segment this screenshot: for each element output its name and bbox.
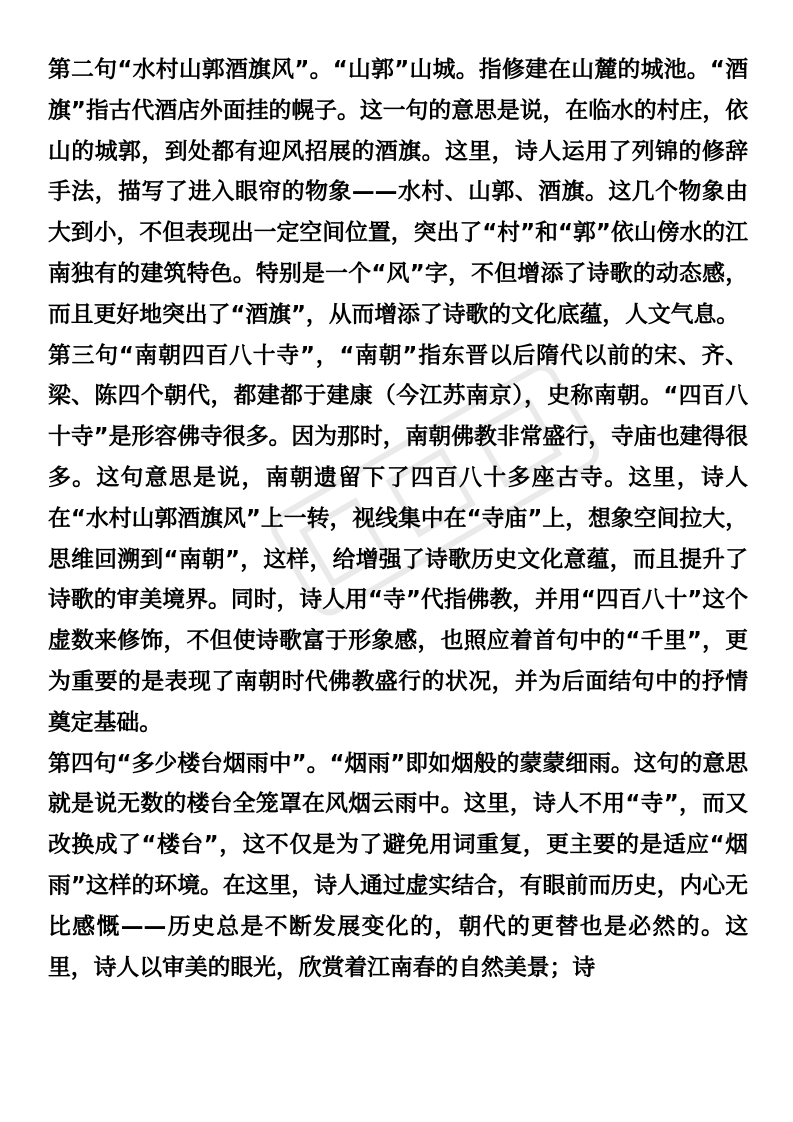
- paragraph-line-4: 第四句“多少楼台烟雨中”。“烟雨”即如烟般的蒙蒙细雨。这句的意思就是说无数的楼台全笼罩在风烟云雨中。这里，诗人不用“寺”，而又改换成了“楼台”，这不仅是为了避免用词重复，更主要的是适应“烟雨”这样的环境。在这里，诗人通过虚实结合，有眼前而历史，内心无比感慨——历史总是不断发展变化的，朝代的更替也是必然的。这里，诗人以审美的眼光，欣赏着江南春的自然美景；诗: [48, 750, 748, 981]
- document-body: [48, 50, 748, 988]
- paragraph-line-2: 第二句“水村山郭酒旗风”。“山郭”山城。指修建在山麓的城池。“酒旗”指古代酒店外面挂的幌子。这一句的意思是说，在临水的村庄，依山的城郭，到处都有迎风招展的酒旗。这里，诗人运用了列锦的修辞手法，描写了进入眼帘的物象——水村、山郭、酒旗。这几个物象由大到小，不但表现出一定空间位置，突出了“村”和“郭”依山傍水的江南独有的建筑特色。特别是一个“风”字，不但增添了诗歌的动态感，而且更好地突出了“酒旗”，从而增添了诗歌的文化底蕴，人文气息。: [48, 57, 748, 328]
- paragraph-line-3: 第三句“南朝四百八十寺”，“南朝”指东晋以后隋代以前的宋、齐、梁、陈四个朝代，都建都于建康（今江苏南京），史称南朝。“四百八十寺”是形容佛寺很多。因为那时，南朝佛教非常盛行，寺庙也建得很多。这句意思是说，南朝遗留下了四百八十多座古寺。这里，诗人在“水村山郭酒旗风”上一转，视线集中在“寺庙”上，想象空间拉大，思维回溯到“南朝”，这样，给增强了诗歌历史文化意蕴，而且提升了诗歌的审美境界。同时，诗人用“寺”代指佛教，并用“四百八十”这个虚数来修饰，不但使诗歌富于形象感，也照应着首句中的“千里”，更为重要的是表现了南朝时代佛教盛行的状况，并为后面结句中的抒情奠定基础。: [48, 342, 748, 736]
